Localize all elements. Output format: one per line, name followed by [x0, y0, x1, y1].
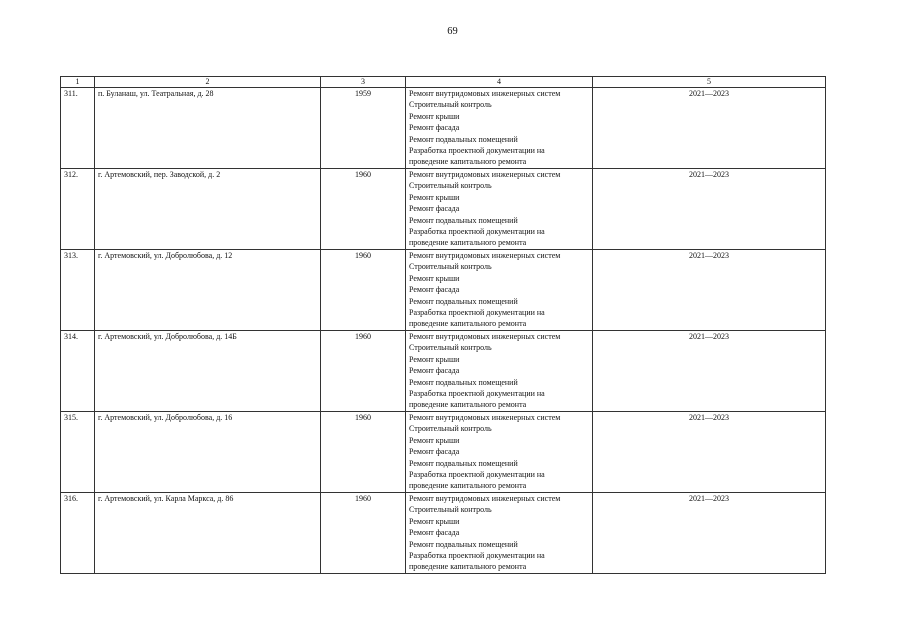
work-item: Ремонт внутридомовых инженерных систем	[409, 170, 561, 179]
address-cell: п. Буланаш, ул. Театральная, д. 28	[95, 88, 321, 169]
works-cell	[406, 250, 593, 331]
column-header: 5	[593, 77, 826, 88]
works-cell	[406, 331, 593, 412]
works-cell	[406, 412, 593, 493]
work-item: Ремонт внутридомовых инженерных систем	[409, 494, 561, 503]
table-row	[61, 493, 826, 574]
table-row	[61, 250, 826, 331]
address-cell: г. Артемовский, ул. Добролюбова, д. 14Б	[95, 331, 321, 412]
address-cell: г. Артемовский, ул. Добролюбова, д. 12	[95, 250, 321, 331]
table-body	[61, 88, 826, 574]
work-item: Строительный контроль	[409, 505, 492, 515]
period-cell: 2021—2023	[593, 88, 826, 169]
work-item: Ремонт внутридомовых инженерных систем	[409, 89, 561, 98]
work-item: Ремонт фасада	[409, 447, 460, 457]
work-item: Ремонт фасада	[409, 204, 460, 214]
work-item: Ремонт подвальных помещений	[409, 134, 518, 144]
work-item: Ремонт подвальных помещений	[409, 458, 518, 468]
work-item: Разработка проектной документации на	[409, 551, 545, 561]
work-item: Ремонт крыши	[409, 516, 460, 526]
period-cell: 2021—2023	[593, 250, 826, 331]
work-item: Ремонт фасада	[409, 285, 460, 295]
column-number-row	[61, 77, 826, 88]
year-cell: 1960	[321, 412, 406, 493]
period-cell: 2021—2023	[593, 169, 826, 250]
work-item: проведение капитального ремонта	[409, 319, 527, 329]
work-item: Ремонт крыши	[409, 354, 460, 364]
work-item: Ремонт внутридомовых инженерных систем	[409, 332, 561, 341]
work-item: Ремонт фасада	[409, 366, 460, 376]
address-cell: г. Артемовский, пер. Заводской, д. 2	[95, 169, 321, 250]
year-cell: 1959	[321, 88, 406, 169]
work-item: Строительный контроль	[409, 424, 492, 434]
work-item: Строительный контроль	[409, 181, 492, 191]
row-number: 315.	[61, 412, 95, 493]
table-row	[61, 169, 826, 250]
work-item: проведение капитального ремонта	[409, 481, 527, 491]
period-cell: 2021—2023	[593, 493, 826, 574]
page-number: 69	[447, 26, 458, 37]
work-item: Ремонт крыши	[409, 435, 460, 445]
work-item: Ремонт фасада	[409, 123, 460, 133]
table-row	[61, 331, 826, 412]
row-number: 314.	[61, 331, 95, 412]
address-cell: г. Артемовский, ул. Карла Маркса, д. 86	[95, 493, 321, 574]
work-item: проведение капитального ремонта	[409, 157, 527, 167]
work-item: Ремонт внутридомовых инженерных систем	[409, 251, 561, 260]
work-item: проведение капитального ремонта	[409, 400, 527, 410]
work-item: Разработка проектной документации на	[409, 389, 545, 399]
year-cell: 1960	[321, 493, 406, 574]
work-item: Строительный контроль	[409, 262, 492, 272]
row-number: 312.	[61, 169, 95, 250]
work-item: Ремонт внутридомовых инженерных систем	[409, 413, 561, 422]
row-number: 313.	[61, 250, 95, 331]
work-item: Разработка проектной документации на	[409, 227, 545, 237]
work-item: Ремонт крыши	[409, 273, 460, 283]
works-cell	[406, 88, 593, 169]
column-header: 1	[61, 77, 95, 88]
work-item: Разработка проектной документации на	[409, 146, 545, 156]
year-cell: 1960	[321, 331, 406, 412]
period-cell: 2021—2023	[593, 331, 826, 412]
work-item: проведение капитального ремонта	[409, 238, 527, 248]
year-cell: 1960	[321, 250, 406, 331]
row-number: 311.	[61, 88, 95, 169]
capital-repair-table	[60, 76, 826, 574]
works-cell	[406, 493, 593, 574]
year-cell: 1960	[321, 169, 406, 250]
row-number: 316.	[61, 493, 95, 574]
column-header: 3	[321, 77, 406, 88]
work-item: Строительный контроль	[409, 100, 492, 110]
work-item: Ремонт подвальных помещений	[409, 296, 518, 306]
work-item: Разработка проектной документации на	[409, 308, 545, 318]
column-header: 2	[95, 77, 321, 88]
work-item: Ремонт подвальных помещений	[409, 215, 518, 225]
work-item: Ремонт крыши	[409, 111, 460, 121]
work-item: Строительный контроль	[409, 343, 492, 353]
work-item: Ремонт подвальных помещений	[409, 377, 518, 387]
table-row	[61, 412, 826, 493]
work-item: Ремонт подвальных помещений	[409, 539, 518, 549]
period-cell: 2021—2023	[593, 412, 826, 493]
works-cell	[406, 169, 593, 250]
table-row	[61, 88, 826, 169]
work-item: Ремонт крыши	[409, 192, 460, 202]
work-item: Ремонт фасада	[409, 528, 460, 538]
column-header: 4	[406, 77, 593, 88]
work-item: проведение капитального ремонта	[409, 562, 527, 572]
work-item: Разработка проектной документации на	[409, 470, 545, 480]
address-cell: г. Артемовский, ул. Добролюбова, д. 16	[95, 412, 321, 493]
